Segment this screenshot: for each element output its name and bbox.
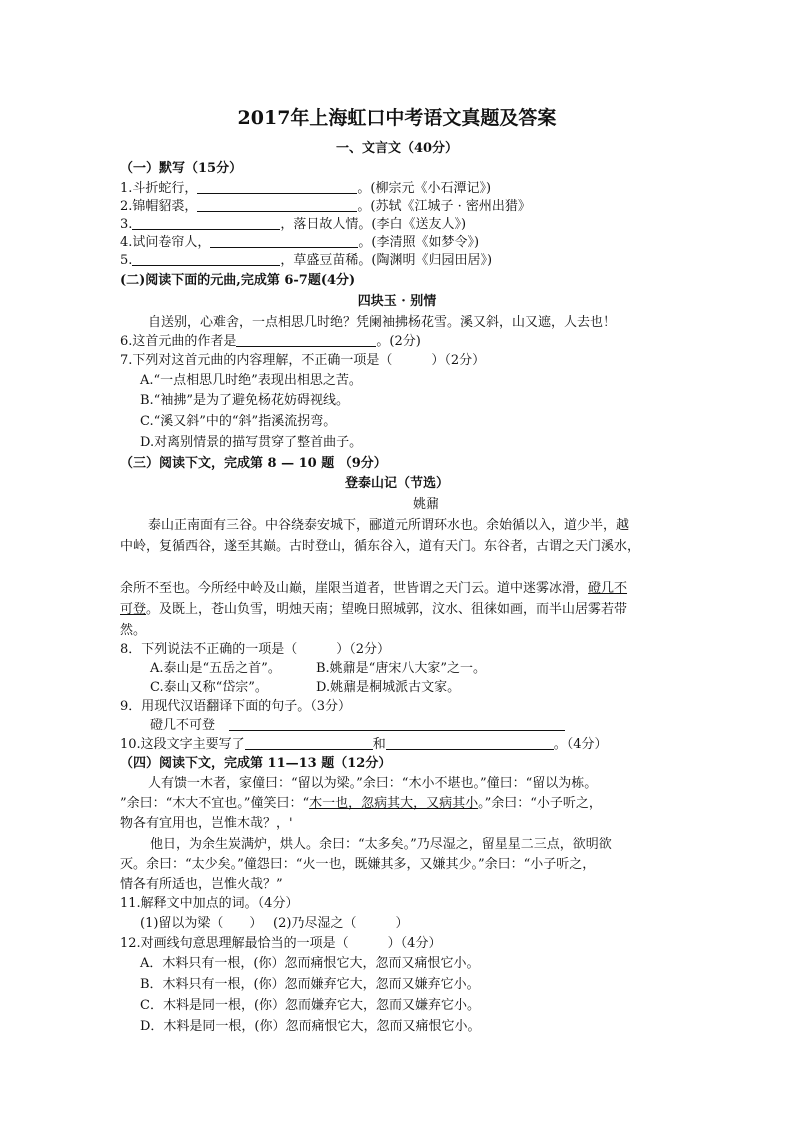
answer-blank[interactable]: [197, 198, 357, 212]
option-b: B.“袖拂”是为了避免杨花妨碍视线。: [140, 393, 349, 408]
question-2: [120, 198, 531, 216]
question-1: [120, 180, 491, 198]
option-a: A.“一点相思几时绝”表现出相思之苦。: [140, 373, 362, 388]
answer-blank[interactable]: [245, 736, 373, 750]
q4-post: 。(李清照《如梦令》): [358, 235, 480, 250]
question-10: [120, 736, 607, 754]
q10-mid: 和: [372, 737, 386, 752]
passage-line: 他日，为余生炭满炉，烘人。余曰：“太多矣。”乃尽湿之，留星星二三点，欲明欲: [150, 837, 612, 852]
translate-item: [150, 717, 565, 735]
option-d: D.姚鼐是桐城派古文家。: [316, 680, 461, 695]
poem-title: 四块玉 · 别情: [357, 294, 437, 309]
poem-text: 自送别，心难舍，一点相思几时绝？凭阑袖拂杨花雪。溪又斜，山又遮，人去也！: [148, 315, 617, 330]
q1-pre: 1.斗折蛇行，: [120, 181, 198, 196]
page-title: 2017年上海虹口中考语文真题及答案: [237, 107, 557, 129]
passage-text: ”余曰：“木大不宜也。”僮笑曰：“: [120, 796, 310, 811]
question-6: [120, 333, 421, 351]
text-author: 姚鼐: [413, 497, 440, 512]
q2-post: 。(苏轼《江城子 · 密州出猎》: [357, 199, 531, 214]
q10-pre: 10.这段文字主要写了: [120, 737, 245, 752]
q3-post: ，落日故人情。(李白《送友人》): [280, 217, 467, 232]
part3-header: （三）阅读下文，完成第 8 — 10 题 （9分）: [120, 456, 387, 471]
option-a: A．木料只有一根，(你）忽而痛恨它大，忽而又痛恨它小。: [140, 956, 480, 971]
q10-post: 。（4分）: [553, 737, 608, 752]
question-5: [120, 252, 492, 270]
passage-line: 情各有所适也，岂惟火哉？”: [120, 877, 283, 892]
answer-blank[interactable]: [236, 333, 376, 347]
passage-line: 物各有宜用也，岂惟木哉？，': [120, 816, 293, 831]
q5-pre: 5.: [120, 253, 133, 268]
option-d: D．木料是同一根，(你）忽而痛恨它大，忽而又痛恨它小。: [140, 1019, 481, 1034]
question-7: 7.下列对这首元曲的内容理解，不正确一项是（ ）（2分）: [120, 353, 486, 368]
underlined-text: 可登: [120, 602, 147, 617]
passage-line: 中岭，复循西谷，遂至其巅。古时登山，循东谷入，道有天门。东谷者，古谓之天门溪水，: [120, 539, 641, 554]
passage-line: 泰山正南面有三谷。中谷绕泰安城下，郦道元所谓环水也。余始循以入，道少半，越: [148, 518, 630, 533]
q5-post: ，草盛豆苗稀。(陶渊明《归园田居》): [280, 253, 493, 268]
passage-line: [120, 601, 627, 619]
question-3: [120, 216, 466, 234]
part4-header: （四）阅读下文，完成第 11—13 题（12分）: [120, 756, 392, 771]
passage-line: 然。: [120, 623, 147, 638]
answer-blank[interactable]: [197, 180, 357, 194]
question-12: 12.对画线句意思理解最恰当的一项是（ ）（4分）: [120, 936, 442, 951]
answer-blank[interactable]: [229, 717, 565, 731]
part1-header: （一）默写（15分）: [120, 161, 243, 176]
question-9: 9．用现代汉语翻译下面的句子。（3分）: [120, 699, 352, 714]
passage-text: 。”余曰：“小子听之，: [478, 796, 602, 811]
question-8: 8．下列说法不正确的一项是（ ）（2分）: [120, 642, 391, 657]
section-heading: 一、文言文（40分）: [335, 141, 459, 156]
text-title: 登泰山记（节选）: [344, 476, 449, 491]
answer-blank[interactable]: [132, 252, 280, 266]
q3-pre: 3.: [120, 217, 133, 232]
answer-blank[interactable]: [386, 736, 554, 750]
passage-text: 余所不至也。今所经中岭及山巅，崖限当道者，世皆谓之天门云。道中迷雾冰滑，: [120, 581, 589, 596]
q6-post: 。(2分): [376, 334, 421, 349]
answer-blank[interactable]: [210, 234, 358, 248]
option-b: B.姚鼐是“唐宋八大家”之一。: [316, 661, 486, 676]
underlined-text: 木一也，忽病其大，又病其小: [309, 796, 479, 811]
translate-sentence: 磴几不可登: [150, 718, 216, 733]
passage-text: 。及既上，苍山负雪，明烛天南；望晚日照城郭，汶水、徂徕如画，而半山居雾若带: [146, 602, 628, 617]
option-c: C.“溪又斜”中的“斜”指溪流拐弯。: [140, 414, 337, 429]
answer-blank[interactable]: [132, 216, 280, 230]
q4-pre: 4.试问卷帘人，: [120, 235, 211, 250]
q6-pre: 6.这首元曲的作者是: [120, 334, 237, 349]
question-11: 11.解释文中加点的词。（4分）: [120, 896, 299, 911]
question-11-items: (1)留以为梁（ ） (2)乃尽湿之（ ）: [140, 916, 409, 931]
underlined-text: 磴几不: [588, 581, 628, 596]
q1-post: 。(柳宗元《小石潭记》): [357, 181, 492, 196]
passage-line: 人有馈一木者，家僮曰：“留以为梁。”余曰：“木小不堪也。”僮曰：“留以为栋。: [148, 776, 598, 791]
option-c: C.泰山又称“岱宗”。: [150, 680, 268, 695]
option-c: C．木料是同一根，(你）忽而嫌弃它大，忽而又嫌弃它小。: [140, 998, 481, 1013]
passage-line: [120, 795, 602, 813]
part2-header: (二)阅读下面的元曲,完成第 6-7题(4分): [120, 273, 356, 288]
passage-line: 灭。余曰：“太少矣。”僮怨曰：“火一也，既嫌其多，又嫌其少。”余曰：“小子听之，: [120, 857, 596, 872]
passage-line: [120, 580, 627, 598]
question-4: [120, 234, 479, 252]
q2-pre: 2.锦帽貂裘，: [120, 199, 198, 214]
option-d: D.对离别情景的描写贯穿了整首曲子。: [140, 435, 363, 450]
option-b: B．木料只有一根，(你）忽而嫌弃它大，忽而又嫌弃它小。: [140, 977, 480, 992]
option-a: A.泰山是“五岳之首”。: [150, 661, 281, 676]
